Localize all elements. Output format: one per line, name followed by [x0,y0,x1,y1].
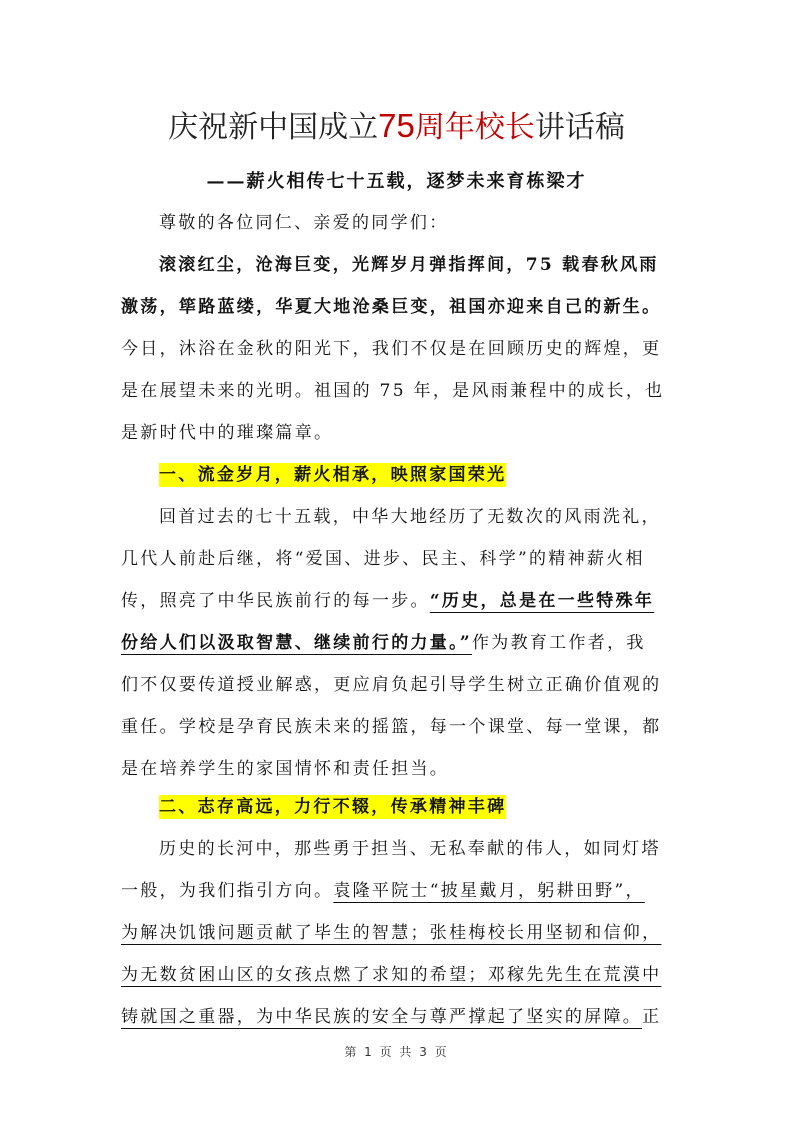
section1-line [121,630,673,656]
section1-line: 们不仅要传道授业解惑，更应肩负起引导学生树立正确价值观的 [121,675,662,695]
section2-line: 历史的长河中，那些勇于担当、无私奉献的伟人，如同灯塔 [159,839,661,859]
highlighted-heading: 一、流金岁月，薪火相承，映照家国荣光 [159,465,507,485]
title-part2: 周年校长 [414,110,535,145]
title-number: 75 [378,107,415,144]
intro-line: 是新时代中的璀璨篇章。 [121,423,334,443]
quote-text: “历史，总是在一些特殊年 [429,591,655,611]
section2-line [121,1004,673,1030]
plain-text: 作为教育工作者，我 [471,633,646,653]
section1-line: 几代人前赴后继，将“爱国、进步、民主、科学”的精神薪火相 [121,549,645,569]
underlined-text: 袁隆平院士“披星戴月，躬耕田野”， [333,881,645,901]
quote-text: 份给人们以汲取智慧、继续前行的力量。” [121,633,472,653]
title-part3: 讲话稿 [534,110,625,145]
intro-line: 滚滚红尘，沧海巨变，光辉岁月弹指挥间，75 载春秋风雨 [159,255,659,275]
page-footer: 第 1 页 共 3 页 [344,1045,449,1059]
section2-line [121,878,673,904]
section1-line: 重任。学校是孕育民族未来的摇篮，每一个课堂、每一堂课，都 [121,717,662,737]
document-title [0,104,793,150]
section-heading-1 [159,462,711,488]
salutation: 尊敬的各位同仁、亲爱的同学们： [159,213,449,233]
section2-line: 为解决饥饿问题贡献了毕生的智慧；张桂梅校长用坚韧和信仰， [121,923,662,943]
plain-text: 正 [642,1007,662,1027]
title-part1: 庆祝新中国成立 [168,110,379,145]
section1-line: 回首过去的七十五载，中华大地经历了无数次的风雨洗礼， [159,507,661,527]
underlined-text: 铸就国之重器，为中华民族的安全与尊严撑起了坚实的屏障。 [121,1007,643,1027]
section1-line [121,588,673,614]
plain-text: 一般，为我们指引方向。 [121,881,334,901]
section-heading-2 [159,794,711,820]
section2-line: 为无数贫困山区的女孩点燃了求知的希望；邓稼先先生在荒漠中 [121,965,662,985]
document-subtitle: ——薪火相传七十五载，逐梦未来育栋梁才 [206,171,587,192]
plain-text: 传，照亮了中华民族前行的每一步。 [121,591,430,611]
intro-line: 是在展望未来的光明。祖国的 75 年，是风雨兼程中的成长，也 [121,381,665,401]
highlighted-heading: 二、志存高远，力行不辍，传承精神丰碑 [159,797,507,817]
intro-line: 激荡，筚路蓝缕，华夏大地沧桑巨变，祖国亦迎来自己的新生。 [121,297,662,317]
intro-line: 今日，沐浴在金秋的阳光下，我们不仅是在回顾历史的辉煌，更 [121,339,662,359]
section1-line: 是在培养学生的家国情怀和责任担当。 [121,759,450,779]
